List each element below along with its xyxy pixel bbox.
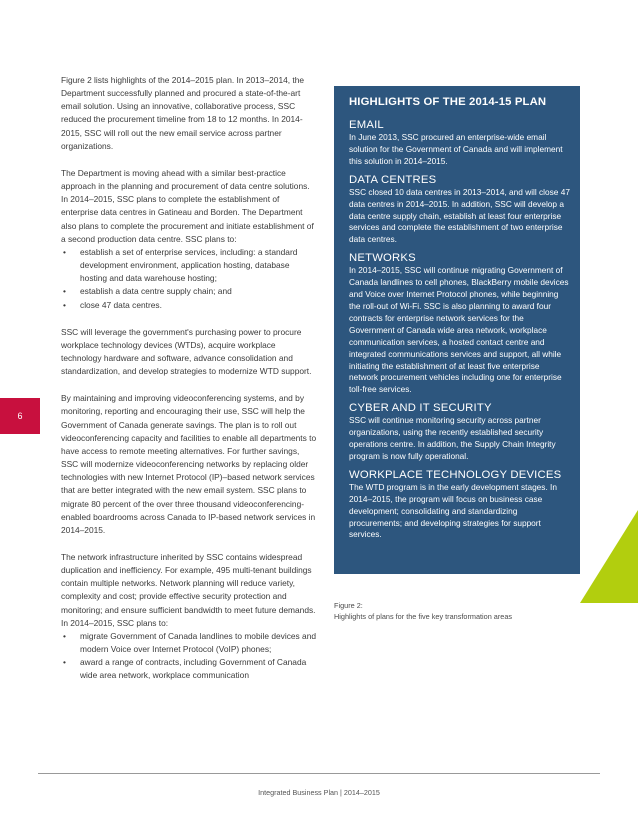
section-body-security: SSC will continue monitoring security across partner organizations, using the recently established security operations centre. In addition, the Supply Chain Integrity program is now fully operational.	[349, 415, 556, 461]
highlights-title: HIGHLIGHTS OF THE 2014-15 PLAN	[349, 96, 547, 108]
page-footer: Integrated Business Plan | 2014–2015	[258, 788, 380, 797]
page-number-tab	[0, 398, 40, 434]
section-body-email: In June 2013, SSC procured an enterprise-wide email solution for the Government of Canada and will implement this solution in 2014–2015.	[349, 132, 563, 166]
section-body-data-centres: SSC closed 10 data centres in 2013–2014, and will close 47 data centres in 2014–2015. In addition, SSC will develop a data centre supply chain, establish at least four enterprise services and complete the establishment of two enterprise data centres.	[349, 186, 570, 245]
list-item: • close 47 data centres.	[61, 299, 317, 312]
section-heading-security: CYBER AND IT SECURITY	[349, 402, 492, 415]
section-heading-data-centres: DATA CENTRES	[349, 173, 437, 186]
paragraph-email: Figure 2 lists highlights of the 2014–2015 plan. In 2013–2014, the Department successfully planned and procured a state-of-the-art email solution. Using an innovative, collaborative process, SSC reduced the procurement timeline from 18 to 12 months. In 2014-2015, SSC will roll out the new email service across partner organizations.	[61, 75, 305, 151]
paragraph-networks: The network infrastructure inherited by SSC contains widespread duplication and inefficiency. For example, 495 multi-tenant buildings contain multiple networks. Network planning will reduce variety, complexity and cost; provide effective security protection and monitoring; and ensure sufficient bandwidth to meet future demands. In 2014–2015, SSC plans to:	[61, 552, 316, 628]
section-body-networks: In 2014–2015, SSC will continue migrating Government of Canada landlines to cell phones, BlackBerry mobile devices and Voice over Internet Protocol phones, while beginning the roll-out of Wi-Fi. SSC is also planning to award four contracts for enterprise network services for the Government of Canada wide area network, workplace communication services, a hosted contact centre and integrated communications services and support, all while initiating the establishment of at least five enterprise network procurement vehicles including one for enterprise toll-free services.	[349, 265, 569, 395]
page-number: 6	[17, 411, 23, 421]
list-item: • award a range of contracts, including Government of Canada wide area network, workplace communication	[61, 656, 317, 682]
network-bullet-list	[61, 630, 317, 683]
list-item: • establish a data centre supply chain; and	[61, 285, 317, 298]
highlights-panel	[334, 86, 580, 574]
figure-caption	[334, 600, 584, 622]
caption-text: Highlights of plans for the five key transformation areas	[334, 612, 513, 621]
section-heading-email: EMAIL	[349, 119, 384, 131]
list-item: • establish a set of enterprise services, including: a standard development environment, application hosting, database hosting and data warehouse hosting;	[61, 246, 317, 285]
data-centre-bullet-list	[61, 246, 317, 312]
section-body-wtd: The WTD program is in the early development stages. In 2014–2015, the program will focus on business case development; consolidating and standardizing procurements; and developing strategies for support services.	[349, 481, 557, 540]
section-heading-wtd: WORKPLACE TECHNOLOGY DEVICES	[349, 468, 562, 481]
paragraph-videoconferencing: By maintaining and improving videoconferencing systems, and by monitoring, reporting and encouraging their use, SSC will help the Government of Canada generate savings. The plan is to roll out videoconferencing capacity and facilities to enable all departments to have access to remote meeting alternatives. For further savings, SSC will modernize videoconferencing networks by replacing older technologies with new Internet Protocol (IP)–based network services that are better integrated with the new email system. SSC plans to migrate 80 percent of the over three thousand videoconferencing-enabled boardrooms across Canada to IP-based network services in 2014–2015.	[61, 393, 317, 535]
paragraph-data-centres: The Department is moving ahead with a similar best-practice approach in the planning and procurement of data centre solutions. In 2014–2015, SSC plans to complete the establishment of enterprise data centres in Gatineau and Borden. The Department also plans to complete the procurement and initiate establishment of a second production data centre. SSC plans to:	[61, 167, 314, 244]
paragraph-wtd: SSC will leverage the government's purchasing power to procure workplace technology devices (WTDs), acquire workplace technology hardware and software, advance consolidation and standardization, and develop strategies to modernize WTD support.	[61, 326, 312, 377]
caption-label: Figure 2:	[334, 601, 363, 610]
list-item: • migrate Government of Canada landlines to mobile devices and modern Voice over Internet Protocol (VoIP) phones;	[61, 630, 317, 656]
section-heading-networks: NETWORKS	[349, 252, 416, 265]
decorative-green-triangle	[580, 510, 638, 603]
body-text-column	[61, 74, 317, 683]
footer-divider	[38, 773, 600, 774]
